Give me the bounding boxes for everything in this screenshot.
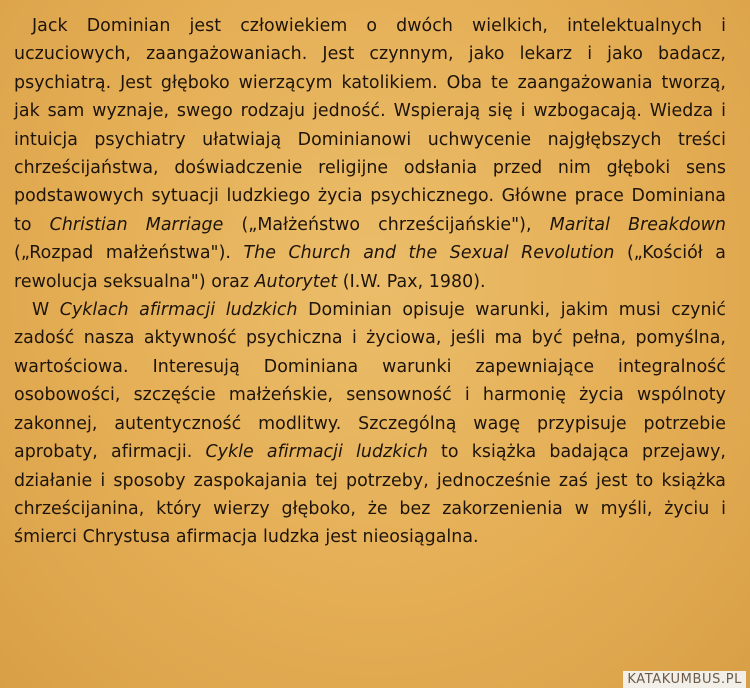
title-church-sexual-revolution: The Church and the Sexual Revolution <box>243 243 615 264</box>
title-cykle-afirmacji: Cykle afirmacji ludzkich <box>205 442 428 463</box>
p2-text-1: W <box>32 300 60 321</box>
p1-text-5: (I.W. Pax, 1980). <box>337 271 486 292</box>
title-marital-breakdown: Marital Breakdown <box>549 214 726 235</box>
paragraph-1 <box>14 12 726 296</box>
p2-text-3: to książka badająca przejawy, działanie i sposoby zaspokajania tej potrzeby, jednocześnie zaś jest to książka chrześcijanina, który wierzy głęboko, że bez zakorzenienia w myśli, życiu i śmierci Chrystusa afirmacja ludzka jest nieosiągalna. <box>14 442 727 548</box>
watermark: KATAKUMBUS.PL <box>623 671 746 688</box>
title-autorytet: Autorytet <box>254 271 338 292</box>
title-cyklach-afirmacji: Cyklach afirmacji ludzkich <box>59 300 298 321</box>
p1-text-2: („Małżeństwo chrześcijańskie"), <box>223 214 550 235</box>
title-christian-marriage: Christian Marriage <box>49 214 224 235</box>
book-blurb <box>14 12 726 552</box>
p1-text-1: Jack Dominian jest człowiekiem o dwóch wielkich, intelektualnych i uczuciowych, zaangażowaniach. Jest czynnym, jako lekarz i jako badacz, psychiatrą. Jest głęboko wierzącym katolikiem. Oba te zaangażowania tworzą, jak sam wyznaje, swego rodzaju jedność. Wspierają się i wzbogacają. Wiedza i intuicja psychiatry ułatwiają Dominianowi uchwycenie najgłębszych treści chrześcijaństwa, doświadczenie religijne odsłania przed nim głęboki sens podstawowych sytuacji ludzkiego życia psychicznego. Główne prace Dominiana to <box>14 16 726 235</box>
p1-text-3: („Rozpad małżeństwa"). <box>14 243 244 264</box>
p1-text-4: („Kościół a rewolucja seksualna") oraz <box>14 243 726 292</box>
p2-text-2: Dominian opisuje warunki, jakim musi czynić zadość nasza aktywność psychiczna i życiowa, jeśli ma być pełna, pomyślna, wartościowa. Interesują Dominiana warunki zapewniające integralność osobowości, szczęście małżeńskie, sensowność i harmonię życia wspólnoty zakonnej, autentyczność modlitwy. Szczególną wagę przypisuje potrzebie aprobaty, afirmacji. <box>14 300 727 463</box>
paragraph-2 <box>14 296 726 552</box>
